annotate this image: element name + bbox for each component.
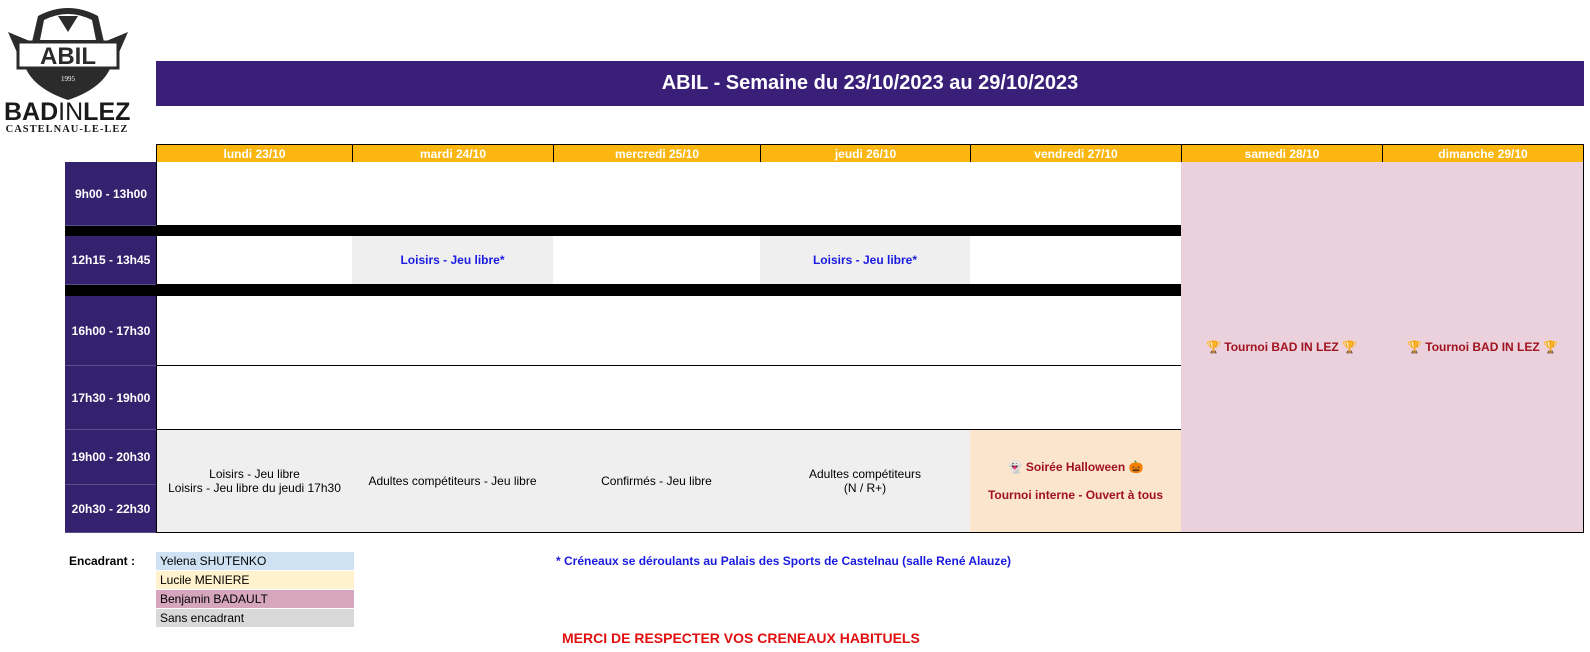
cell-jeudi-evening	[760, 430, 971, 533]
time-slot-lunch: 12h15 - 13h45	[65, 236, 157, 285]
cell-vendredi-morning	[970, 162, 1182, 226]
logo-brand: BADINLEZ	[4, 98, 131, 126]
cell-mercredi-17h30	[553, 366, 761, 430]
cell-dimanche-tournoi: 🏆 Tournoi BAD IN LEZ 🏆	[1382, 162, 1584, 533]
time-slot-19h: 19h00 - 20h30	[65, 430, 157, 485]
day-header-dimanche: dimanche 29/10	[1382, 144, 1584, 162]
trophy-icon: 🏆	[1342, 340, 1358, 354]
day-header-jeudi: jeudi 26/10	[760, 144, 971, 162]
cell-lundi-morning	[156, 162, 353, 226]
svg-text:ABIL: ABIL	[40, 43, 96, 70]
row-separator	[65, 285, 1182, 296]
time-slot-morning: 9h00 - 13h00	[65, 162, 157, 226]
page-title: ABIL - Semaine du 23/10/2023 au 29/10/2023	[156, 61, 1584, 106]
cell-mardi-16h	[352, 296, 554, 366]
halloween-subtitle: Tournoi interne - Ouvert à tous	[987, 488, 1164, 502]
cell-vendredi-17h30	[970, 366, 1182, 430]
cell-jeudi-16h	[760, 296, 971, 366]
pumpkin-icon: 🎃	[1128, 460, 1144, 474]
legend-item-shutenko: Yelena SHUTENKO	[156, 552, 354, 571]
cell-lundi-evening	[156, 430, 353, 533]
cell-mercredi-lunch	[553, 236, 761, 285]
cell-lundi-evening-line2: Loisirs - Jeu libre du jeudi 17h30	[168, 481, 341, 495]
trophy-icon: 🏆	[1205, 340, 1221, 354]
time-slot-17h30: 17h30 - 19h00	[65, 366, 157, 430]
cell-jeudi-lunch: Loisirs - Jeu libre*	[760, 236, 971, 285]
time-slot-16h: 16h00 - 17h30	[65, 296, 157, 366]
cell-samedi-tournoi: 🏆 Tournoi BAD IN LEZ 🏆	[1181, 162, 1383, 533]
time-slot-20h30: 20h30 - 22h30	[65, 485, 157, 533]
cell-mardi-morning	[352, 162, 554, 226]
legend-item-meniere: Lucile MENIERE	[156, 571, 354, 590]
cell-vendredi-16h	[970, 296, 1182, 366]
cell-lundi-evening-line1: Loisirs - Jeu libre	[209, 467, 300, 481]
cell-mercredi-16h	[553, 296, 761, 366]
logo-subtitle: CASTELNAU-LE-LEZ	[5, 124, 129, 135]
row-separator	[65, 226, 1182, 236]
cell-jeudi-17h30	[760, 366, 971, 430]
cell-lundi-17h30	[156, 366, 353, 430]
footer-message: MERCI DE RESPECTER VOS CRENEAUX HABITUELS	[562, 630, 920, 646]
cell-mercredi-evening: Confirmés - Jeu libre	[553, 430, 761, 533]
trophy-icon: 🏆	[1543, 340, 1559, 354]
cell-vendredi-lunch	[970, 236, 1182, 285]
cell-lundi-16h	[156, 296, 353, 366]
legend-item-badault: Benjamin BADAULT	[156, 590, 354, 609]
day-header-vendredi: vendredi 27/10	[970, 144, 1182, 162]
cell-mardi-evening: Adultes compétiteurs - Jeu libre	[352, 430, 554, 533]
day-header-lundi: lundi 23/10	[156, 144, 353, 162]
cell-mardi-lunch: Loisirs - Jeu libre*	[352, 236, 554, 285]
svg-text:1995: 1995	[61, 75, 75, 83]
day-header-mercredi: mercredi 25/10	[553, 144, 761, 162]
day-header-mardi: mardi 24/10	[352, 144, 554, 162]
legend-label: Encadrant :	[69, 554, 136, 568]
cell-jeudi-evening-line2: (N / R+)	[843, 481, 887, 495]
cell-jeudi-morning	[760, 162, 971, 226]
logo-wordmark	[4, 100, 130, 136]
cell-vendredi-evening	[970, 430, 1182, 533]
cell-jeudi-evening-line1: Adultes compétiteurs	[808, 467, 922, 481]
venue-note: * Créneaux se déroulants au Palais des Sports de Castelnau (salle René Alauze)	[556, 554, 1012, 568]
cell-mercredi-morning	[553, 162, 761, 226]
trophy-icon: 🏆	[1406, 340, 1422, 354]
cell-mardi-17h30	[352, 366, 554, 430]
halloween-title: 👻 Soirée Halloween 🎃	[1007, 460, 1144, 474]
legend-item-sans-encadrant: Sans encadrant	[156, 609, 354, 628]
day-header-samedi: samedi 28/10	[1181, 144, 1383, 162]
cell-lundi-lunch	[156, 236, 353, 285]
ghost-icon: 👻	[1007, 460, 1023, 474]
